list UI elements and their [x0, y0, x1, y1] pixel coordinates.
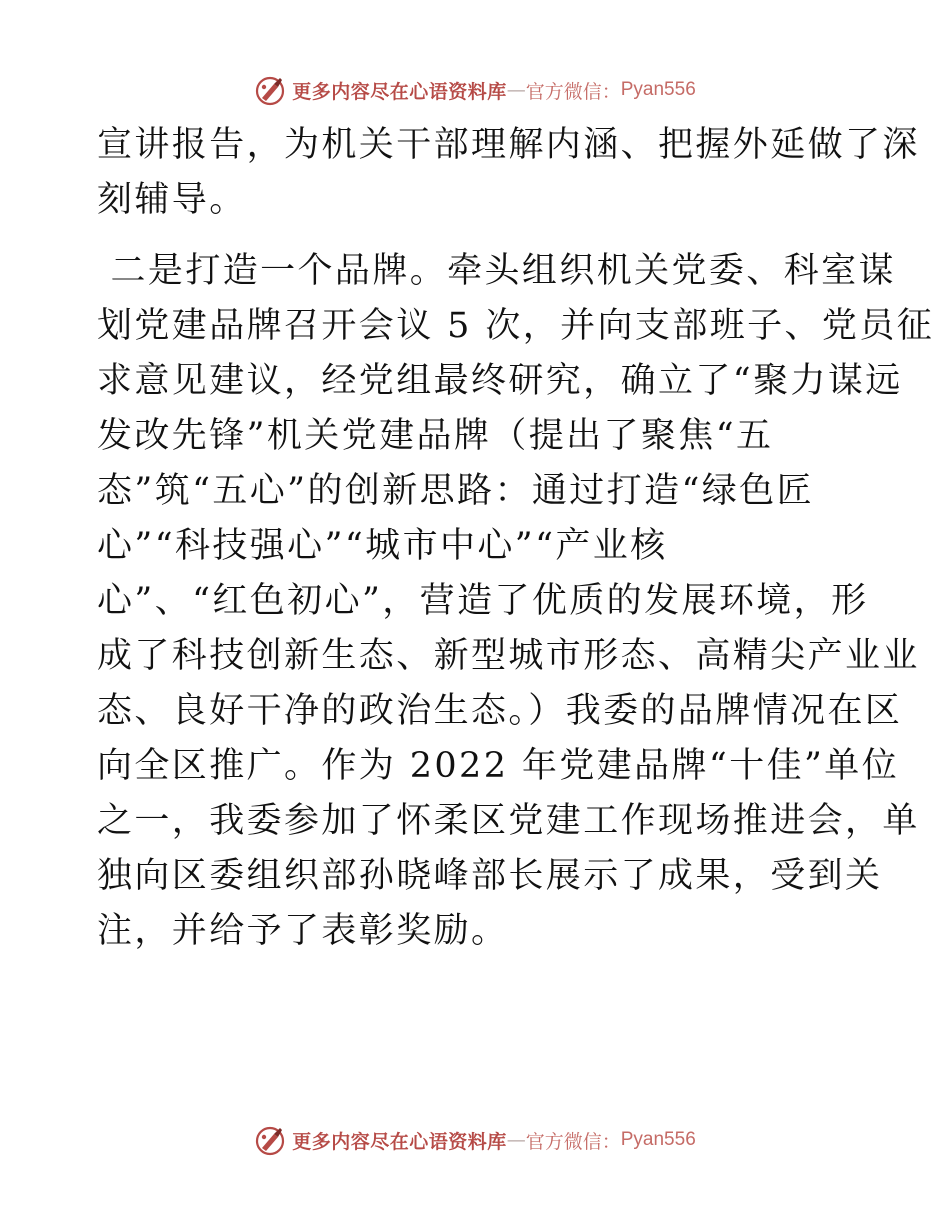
watermark-dash: —: [506, 1129, 526, 1151]
text-line: 宣讲报告，为机关干部理解内涵、把握外延做了深: [97, 125, 920, 165]
watermark-wechat-id: Pyan556: [620, 1129, 696, 1150]
watermark-main-text: 更多内容尽在心语资料库: [292, 1130, 507, 1153]
paragraph: [97, 118, 920, 228]
text-line: 二是打造一个品牌。牵头组织机关党委、科室谋: [97, 251, 896, 291]
text-line: 成了科技创新生态、新型城市形态、高精尖产业业: [97, 636, 920, 676]
text-line: 向全区推广。作为 2022 年党建品牌“十佳”单位: [97, 746, 900, 786]
text-line: 注，并给予了表彰奖励。: [97, 911, 509, 951]
text-line: 独向区委组织部孙晓峰部长展示了成果，受到关: [97, 856, 883, 896]
watermark-wechat-label: 官方微信：: [525, 80, 621, 103]
text-line: 求意见建议，经党组最终研究，确立了“聚力谋远: [97, 361, 903, 401]
paragraph: [97, 244, 935, 959]
text-line: 之一，我委参加了怀柔区党建工作现场推进会，单: [97, 801, 920, 841]
text-line: 心”“科技强心”“城市中心”“产业核: [97, 526, 668, 566]
text-line: 划党建品牌召开会议 5 次，并向支部班子、党员征: [97, 306, 935, 346]
pen-logo-icon: [254, 74, 286, 106]
document-body: [97, 118, 935, 959]
watermark-wechat-id: Pyan556: [620, 79, 696, 100]
text-line: 心”、“红色初心”，营造了优质的发展环境，形: [97, 581, 869, 621]
header-watermark: [0, 70, 950, 110]
pen-logo-icon: [254, 1124, 286, 1156]
text-line: 态、良好干净的政治生态。）我委的品牌情况在区: [97, 691, 903, 731]
text-line: 发改先锋”机关党建品牌（提出了聚焦“五: [97, 416, 774, 456]
watermark-dash: —: [506, 79, 526, 101]
watermark-wechat-label: 官方微信：: [525, 1130, 621, 1153]
footer-watermark: [0, 1120, 950, 1160]
text-line: 刻辅导。: [97, 180, 247, 220]
watermark-main-text: 更多内容尽在心语资料库: [292, 80, 507, 103]
text-line: 态”筑“五心”的创新思路：通过打造“绿色匠: [97, 471, 814, 511]
